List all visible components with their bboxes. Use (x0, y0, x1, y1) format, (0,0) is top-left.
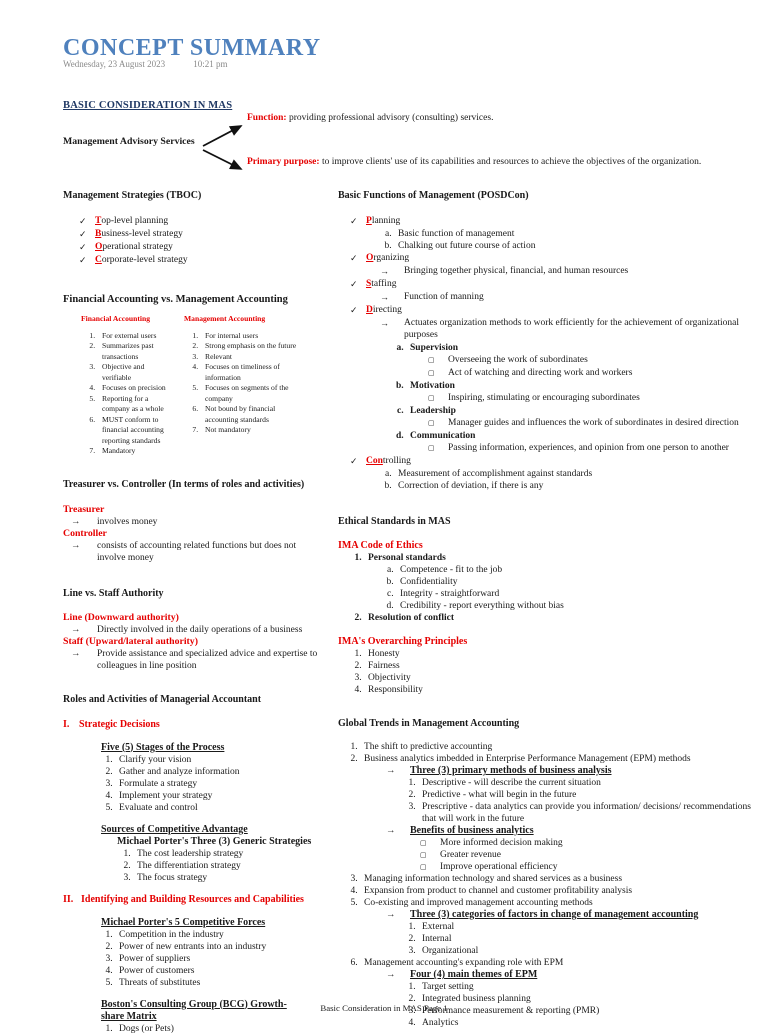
arrow-icon: → (386, 826, 396, 836)
check-icon: ✓ (350, 305, 358, 315)
primary-purpose-branch (247, 156, 701, 168)
list-item: 6. Management accounting's expanding role with EPM → Four (4) main themes of EPM 1. Target setting 2. Integrated business planning 3. Performance measurement & reporting (PMR) 4. Analytics (360, 957, 768, 1029)
list-item: 4. Power of customers (115, 965, 339, 977)
bcg-heading: Boston's Consulting Group (BCG) Growth-share Matrix (101, 998, 287, 1022)
list-item: 5. Threats of substitutes (115, 977, 339, 989)
check-icon: ✓ (79, 216, 87, 226)
list-item: 2. Summarizes past transactions (97, 341, 174, 362)
arrow-icon: → (380, 266, 389, 276)
diagram-root-label: Management Advisory Services (63, 136, 195, 147)
list-item: 5. Focuses on segments of the company (200, 383, 304, 404)
fa-vs-ma-heading: Financial Accounting vs. Management Accounting (63, 294, 288, 305)
page-header (63, 35, 321, 70)
page-title: CONCEPT SUMMARY (63, 35, 321, 61)
list-item: 3. Objective and verifiable (97, 362, 174, 383)
list-item: 2. The differentiation strategy (133, 860, 339, 872)
list-item: 3. Objectivity (364, 672, 768, 684)
square-icon: ▢ (420, 851, 427, 859)
date-text: Wednesday, 23 August 2023 (63, 59, 166, 69)
communication-item: d. Communication ▢ Passing information, experiences, and opinion from one person to another (406, 430, 768, 454)
list-item: 2. Strong emphasis on the future (200, 341, 304, 352)
left-column (63, 190, 339, 1035)
arrow-to-function (203, 126, 241, 146)
list-item: a. Basic function of management (394, 228, 768, 240)
list-item: 5. Reporting for a company as a whole (97, 394, 174, 415)
list-item: 4. Implement your strategy (115, 790, 339, 802)
treasurer-controller-heading: Treasurer vs. Controller (In terms of roles and activities) (63, 478, 305, 490)
list-item: 1. Dogs (or Pets) (115, 1023, 339, 1035)
motivation-item: b. Motivation ▢ Inspiring, stimulating or encouraging subordinates (406, 380, 768, 404)
list-item: 2. Power of new entrants into an industry (115, 941, 339, 953)
controlling-item: ✓ Controlling a. Measurement of accomplishment against standards b. Correction of deviation, if there is any (350, 455, 768, 492)
list-item: 4. Focuses on precision (97, 383, 174, 394)
list-item: 3. Performance measurement & reporting (PMR) (418, 1005, 768, 1017)
list-item: 6. Not bound by financial accounting standards (200, 404, 304, 425)
ethics-heading: Ethical Standards in MAS (338, 516, 451, 527)
list-item: a. Competence - fit to the job (396, 564, 768, 576)
tboc-heading: Management Strategies (TBOC) (63, 190, 202, 201)
list-item: 5. Co-existing and improved management accounting methods → Three (3) categories of factors in change of management accounting 1. External 2. Internal 3. Organizational (360, 897, 768, 957)
bcg-list (115, 1023, 339, 1035)
methods-heading: Three (3) primary methods of business analysis (410, 765, 612, 776)
list-item: 4. Focuses on timeliness of information (200, 362, 304, 383)
primary-purpose-text: to improve clients' use of its capabilities and resources to achieve the objectives of the organization. (319, 157, 702, 167)
list-item: ✓ Top-level planning (79, 216, 169, 226)
planning-item: ✓ Planning a. Basic function of management b. Chalking out future course of action (350, 215, 768, 252)
function-label: Function: (247, 113, 287, 123)
staff-term: Staff (Upward/lateral authority) (63, 635, 198, 647)
list-item: 1. Target setting (418, 981, 768, 993)
ima-code-list (364, 552, 768, 624)
financial-accounting-list (97, 331, 174, 457)
fa-vs-ma-table (63, 314, 339, 457)
check-icon: ✓ (350, 456, 358, 466)
arrow-icon: → (386, 766, 396, 776)
list-item: d. Credibility - report everything without bias (396, 600, 768, 612)
list-item: 3. Managing information technology and shared services as a business (360, 873, 768, 885)
arrow-icon: → (71, 624, 81, 635)
line-term: Line (Downward authority) (63, 611, 179, 623)
list-item: 2. Fairness (364, 660, 768, 672)
porter-generic-heading: Michael Porter's Three (3) Generic Strategies (117, 835, 312, 847)
line-staff-heading: Line vs. Staff Authority (63, 587, 164, 599)
list-item: ✓ Corporate-level strategy (79, 255, 188, 265)
ima-code-heading: IMA Code of Ethics (338, 540, 423, 551)
check-icon: ✓ (79, 255, 87, 265)
list-item: b. Correction of deviation, if there is any (394, 480, 768, 492)
square-icon: ▢ (420, 863, 427, 871)
tboc-list (79, 215, 339, 266)
arrow-icon: → (71, 648, 81, 659)
square-icon: ▢ (420, 839, 427, 847)
list-item: 2. Internal (418, 933, 768, 945)
controller-def: → consists of accounting related functions but does not involve money (63, 540, 339, 564)
function-text: providing professional advisory (consulting) services. (286, 113, 494, 123)
arrow-icon: → (71, 540, 81, 551)
list-item: 1. The shift to predictive accounting (360, 741, 768, 753)
financial-accounting-header: Financial Accounting (81, 314, 150, 323)
arrow-icon: → (380, 292, 389, 302)
list-item: ✓ Business-level strategy (79, 229, 183, 239)
directing-item: ✓ Directing → Actuates organization methods to work efficiently for the achievement of organizational purposes a. Supervision ▢ Overseeing the work of subordinates ▢ Act of watching and directing work and workers b. Motivation ▢ Inspiring, stimulating or encouraging subordinates c. Leadership ▢ Manager guides and influences the work of subordinates in desired direction d. Communication ▢ Passing information, experiences, and opinion from one person to another (350, 304, 768, 454)
square-icon: ▢ (428, 356, 435, 364)
list-item: c. Integrity - straightforward (396, 588, 768, 600)
list-item: ✓ Operational strategy (79, 242, 173, 252)
ima-principles-list (364, 648, 768, 696)
management-accounting-column (184, 314, 304, 457)
management-accounting-header: Management Accounting (184, 314, 266, 323)
categories-heading: Three (3) categories of factors in change of management accounting (410, 909, 699, 920)
list-item: 1. Descriptive - will describe the current situation (418, 777, 768, 789)
list-item: 4. Responsibility (364, 684, 768, 696)
square-icon: ▢ (428, 444, 435, 452)
check-icon: ✓ (79, 229, 87, 239)
list-item: 1. The cost leadership strategy (133, 848, 339, 860)
list-item: 2. Gather and analyze information (115, 766, 339, 778)
five-stages-heading: Five (5) Stages of the Process (101, 741, 225, 753)
list-item: 3. Organizational (418, 945, 768, 957)
list-item: 3. Formulate a strategy (115, 778, 339, 790)
sources-heading: Sources of Competitive Advantage (101, 823, 248, 835)
time-text: 10:21 pm (193, 59, 228, 69)
primary-purpose-label: Primary purpose: (247, 157, 320, 167)
list-item: 6. MUST conform to financial accounting reporting standards (97, 415, 174, 447)
check-icon: ✓ (350, 279, 358, 289)
check-icon: ✓ (350, 253, 358, 263)
page-footer: Basic Consideration in MAS Page 1 (320, 1003, 448, 1013)
list-item: b. Confidentiality (396, 576, 768, 588)
roles-heading: Roles and Activities of Managerial Accountant (63, 693, 262, 705)
function-branch (247, 112, 493, 124)
list-item: 2. Predictive - what will begin in the future (418, 789, 768, 801)
list-item: 1. Clarify your vision (115, 754, 339, 766)
right-column (338, 190, 768, 1029)
list-item: a. Measurement of accomplishment against standards (394, 468, 768, 480)
staffing-item: ✓ Staffing → Function of manning (350, 279, 484, 302)
global-trends-list (360, 741, 768, 1029)
personal-standards-item: 1. Personal standards a. Competence - fit to the job b. Confidentiality c. Integrity - straightforward d. Credibility - report everything without bias (364, 552, 768, 612)
five-forces-list (115, 929, 339, 989)
organizing-item: ✓ Organizing → Bringing together physical, financial, and human resources (350, 253, 629, 276)
generic-strategies-list (133, 848, 339, 884)
arrow-icon: → (386, 910, 396, 920)
square-icon: ▢ (428, 369, 435, 377)
management-accounting-list (200, 331, 304, 436)
list-item: 5. Evaluate and control (115, 802, 339, 814)
list-item: 3. Relevant (200, 352, 304, 363)
list-item: 3. Power of suppliers (115, 953, 339, 965)
financial-accounting-column (81, 314, 174, 457)
mas-diagram (63, 108, 763, 190)
list-item: 1. For external users (97, 331, 174, 342)
controller-term: Controller (63, 527, 107, 539)
list-item: 4. Analytics (418, 1017, 768, 1029)
list-item: 3. The focus strategy (133, 872, 339, 884)
five-forces-heading: Michael Porter's 5 Competitive Forces (101, 916, 266, 928)
benefits-heading: Benefits of business analytics (410, 825, 534, 836)
list-item: 3. Prescriptive - data analytics can provide you information/ decisions/ recommendations that will work in the future (418, 801, 752, 825)
list-item: 1. External (418, 921, 768, 933)
square-icon: ▢ (428, 394, 435, 402)
arrow-icon: → (386, 970, 396, 980)
treasurer-term: Treasurer (63, 503, 105, 515)
list-item: 7. Not mandatory (200, 425, 304, 436)
global-trends-heading: Global Trends in Management Accounting (338, 718, 520, 729)
strategic-decisions-heading: I. Strategic Decisions (63, 718, 160, 730)
line-def: → Directly involved in the daily operations of a business (63, 624, 339, 636)
ima-principles-heading: IMA's Overarching Principles (338, 636, 468, 647)
list-item: 1. Competition in the industry (115, 929, 339, 941)
five-stages-list (115, 754, 339, 814)
list-item: 2. Integrated business planning (418, 993, 768, 1005)
staff-def: → Provide assistance and specialized advice and expertise to colleagues in line position (63, 648, 339, 672)
square-icon: ▢ (428, 419, 435, 427)
check-icon: ✓ (79, 242, 87, 252)
list-item: b. Chalking out future course of action (394, 240, 768, 252)
posdcon-heading: Basic Functions of Management (POSDCon) (338, 190, 529, 201)
list-item: 1. Honesty (364, 648, 768, 660)
resolution-item: 2. Resolution of conflict (364, 612, 768, 624)
leadership-item: c. Leadership ▢ Manager guides and influences the work of subordinates in desired direction (406, 405, 768, 429)
arrow-icon: → (71, 516, 81, 527)
arrow-to-primary-purpose (203, 150, 241, 169)
list-item: 1. For internal users (200, 331, 304, 342)
list-item: 2. Business analytics imbedded in Enterprise Performance Management (EPM) methods → Three (3) primary methods of business analysis 1. Descriptive - will describe the current situation 2. Predictive - what will begin in the future 3. Prescriptive - data analytics can provide you information/ decisions/ recommendations that will work in the future → Benefits of business analytics ▢ More informed decision making ▢ Greater revenue ▢ Improve operational efficiency (360, 753, 768, 873)
identifying-resources-heading: II. Identifying and Building Resources and Capabilities (63, 893, 304, 905)
list-item: 4. Expansion from product to channel and customer profitability analysis (360, 885, 768, 897)
treasurer-def: → involves money (63, 516, 339, 528)
posdcon-list (350, 215, 768, 492)
supervision-item: a. Supervision ▢ Overseeing the work of subordinates ▢ Act of watching and directing work and workers (406, 342, 768, 379)
section-heading: BASIC CONSIDERATION IN MAS (63, 100, 233, 111)
epm-themes-heading: Four (4) main themes of EPM (410, 969, 538, 980)
check-icon: ✓ (350, 216, 358, 226)
arrow-icon: → (380, 318, 389, 328)
list-item: 7. Mandatory (97, 446, 174, 457)
